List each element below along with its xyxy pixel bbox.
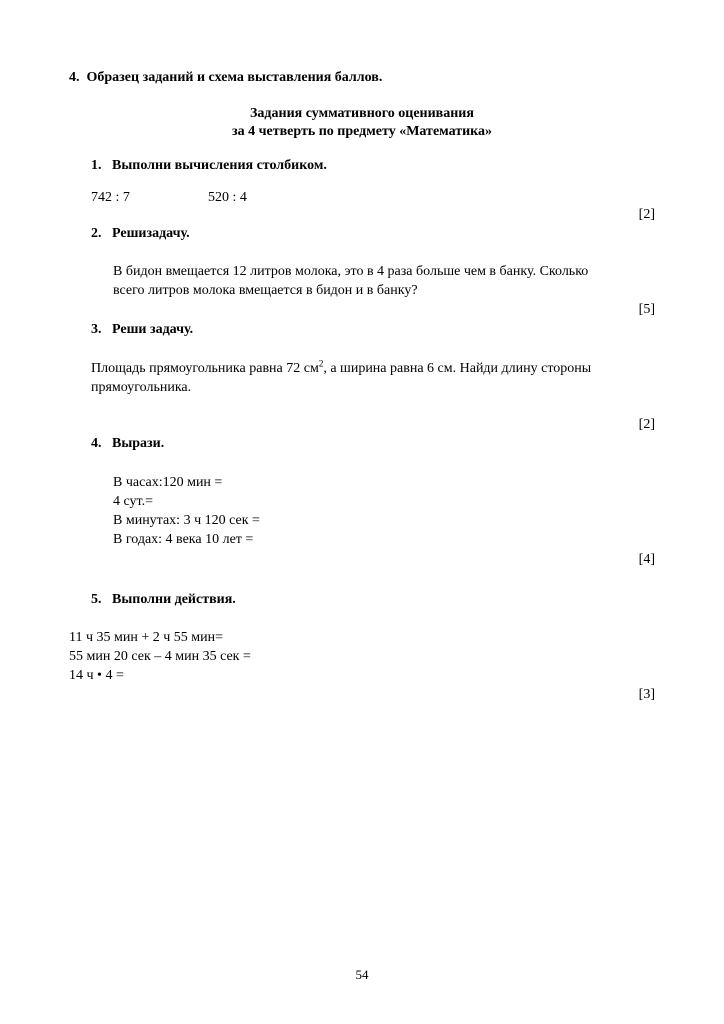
task-2-line-2: всего литров молока вмещается в бидон и в банку? <box>113 283 418 298</box>
task-5-line-3: 14 ч • 4 = <box>69 668 124 683</box>
task-5-line-1: 11 ч 35 мин + 2 ч 55 мин= <box>69 630 224 645</box>
task-2-score: [5] <box>638 302 655 317</box>
task-5-line-2: 55 мин 20 сек – 4 мин 35 сек = <box>69 649 251 664</box>
superscript-2: 2 <box>318 358 324 369</box>
task-4-line-1: В часах:120 мин = <box>113 475 223 490</box>
task-4-title: Вырази. <box>112 436 165 451</box>
task-3-line-1: Площадь прямоугольника равна 72 $см^2$, а ширина равна 6 см. Найди длину стороны <box>91 358 592 376</box>
task-4-heading: 4. Вырази. <box>91 436 165 451</box>
section-heading <box>69 69 382 87</box>
task-3-heading: 3. Реши задачу. <box>91 322 194 337</box>
task-5-score: [3] <box>638 687 655 702</box>
page-number: 54 <box>355 967 369 982</box>
task-1-heading: 1. Выполни вычисления столбиком. <box>91 158 327 173</box>
assessment-title-line2: за 4 четверть по предмету «Математика» <box>231 124 493 139</box>
task-1-item-2: 520 : 4 <box>208 190 247 205</box>
task-2-title: Решизадачу. <box>112 226 190 241</box>
task-2-heading: 2. Решизадачу. <box>91 226 190 241</box>
task-1-item-1: 742 : 7 <box>91 190 130 205</box>
section-title: Образец заданий и схема выставления баллов. <box>86 70 383 85</box>
task-1-score: [2] <box>638 207 655 222</box>
task-4-line-3: В минутах: 3 ч 120 сек = <box>113 513 260 528</box>
task-3-score: [2] <box>638 417 655 432</box>
task-5-title: Выполни действия. <box>112 592 236 607</box>
task-2-line-1: В бидон вмещается 12 литров молока, это в 4 раза больше чем в банку. Сколько <box>113 264 589 279</box>
task-1-title: Выполни вычисления столбиком. <box>112 158 327 173</box>
task-4-line-4: В годах: 4 века 10 лет = <box>113 532 254 547</box>
section-number: 4. <box>69 70 80 85</box>
task-4-score: [4] <box>638 552 655 567</box>
task-3-title: Реши задачу. <box>112 322 194 337</box>
task-4-line-2: 4 сут.= <box>113 494 153 509</box>
task-3-line-2: прямоугольника. <box>91 380 192 395</box>
assessment-title-line1: Задания суммативного оценивания <box>250 106 474 121</box>
task-5-heading: 5. Выполни действия. <box>91 592 236 607</box>
